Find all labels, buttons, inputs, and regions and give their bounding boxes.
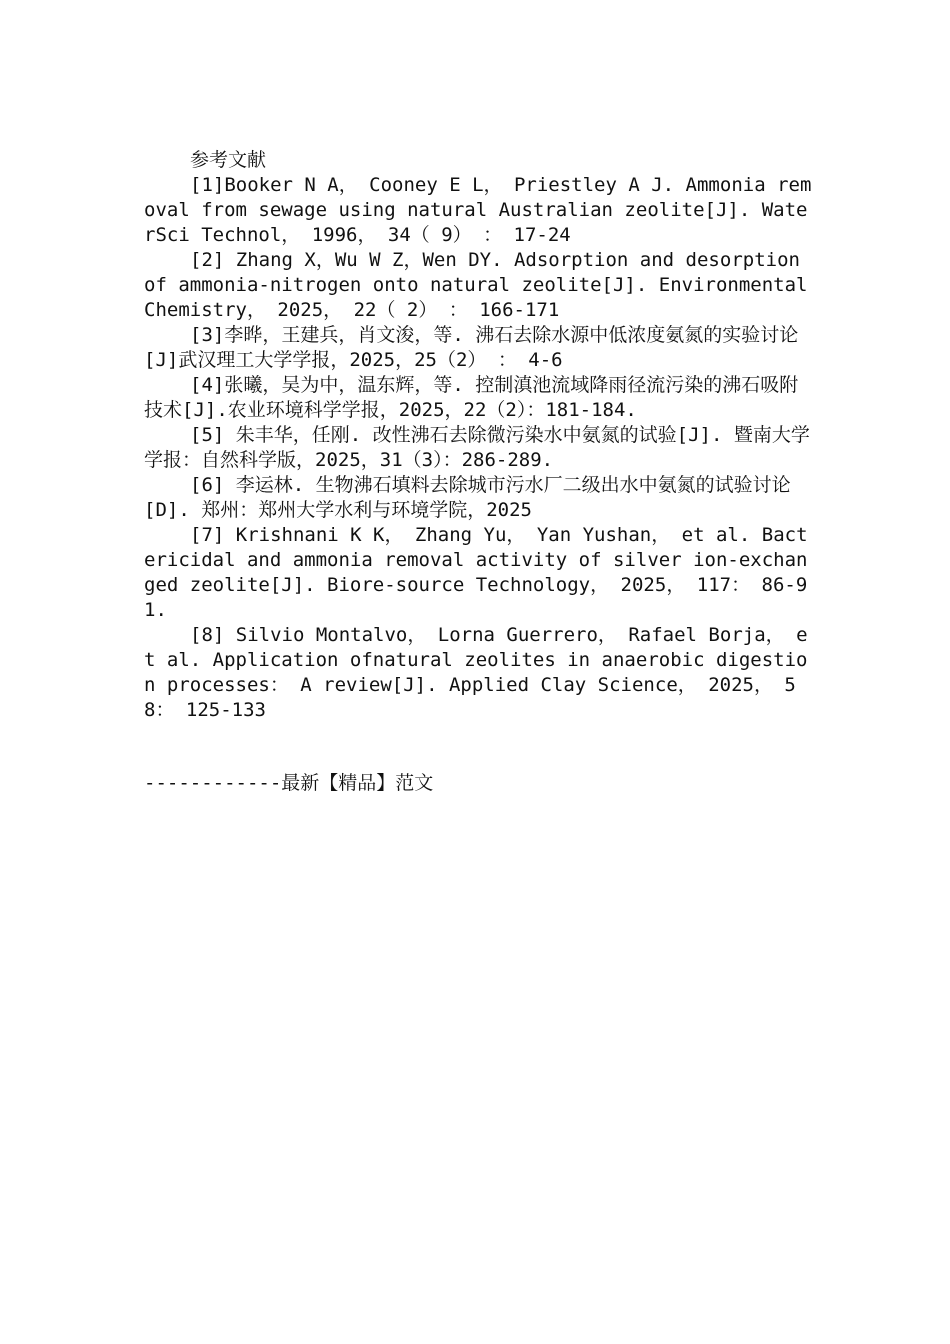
reference-item: [3]李晔，王建兵，肖文浚，等. 沸石去除水源中低浓度氨氮的实验讨论[J]武汉理工大学学报，2025，25（2） ： 4-6 [144,324,799,371]
reference-list [144,173,814,723]
reference-item: [4]张曦，吴为中，温东辉，等. 控制滇池流域降雨径流污染的沸石吸附技术[J].农业环境科学学报，2025，22（2）：181-184. [144,374,799,421]
reference-item: [2] Zhang X，Wu W Z，Wen DY. Adsorption and desorption of ammonia-nitrogen onto natural zeolite[J]. Environmental Chemistry， 2025， 22（ 2） ： 166-171 [144,249,808,321]
page-footer: ------------最新【精品】范文 [144,772,434,794]
reference-item: [6] 李运林. 生物沸石填料去除城市污水厂二级出水中氨氮的试验讨论[D]. 郑州：郑州大学水利与环境学院，2025 [144,474,791,521]
reference-item: [8] Silvio Montalvo， Lorna Guerrero， Rafael Borja， et al. Application ofnatural zeolites in anaerobic digestion processes： A review[J]. Applied Clay Science， 2025， 58： 125-133 [144,624,808,721]
reference-item: [5] 朱丰华，任刚. 改性沸石去除微污染水中氨氮的试验[J]. 暨南大学学报：自然科学版，2025，31（3）：286-289. [144,424,810,471]
reference-item: [7] Krishnani K K， Zhang Yu， Yan Yushan， et al. Bactericidal and ammonia removal activity of silver ion-exchanged zeolite[J]. Biore-source Technology， 2025， 117： 86-91. [144,524,808,621]
document-body [144,148,814,723]
reference-item: [1]Booker N A， Cooney E L， Priestley A J. Ammonia removal from sewage using natural Australian zeolite[J]. WaterSci Technol， 1996， 34（ 9） ： 17-24 [144,174,812,246]
references-heading: 参考文献 [190,149,267,171]
